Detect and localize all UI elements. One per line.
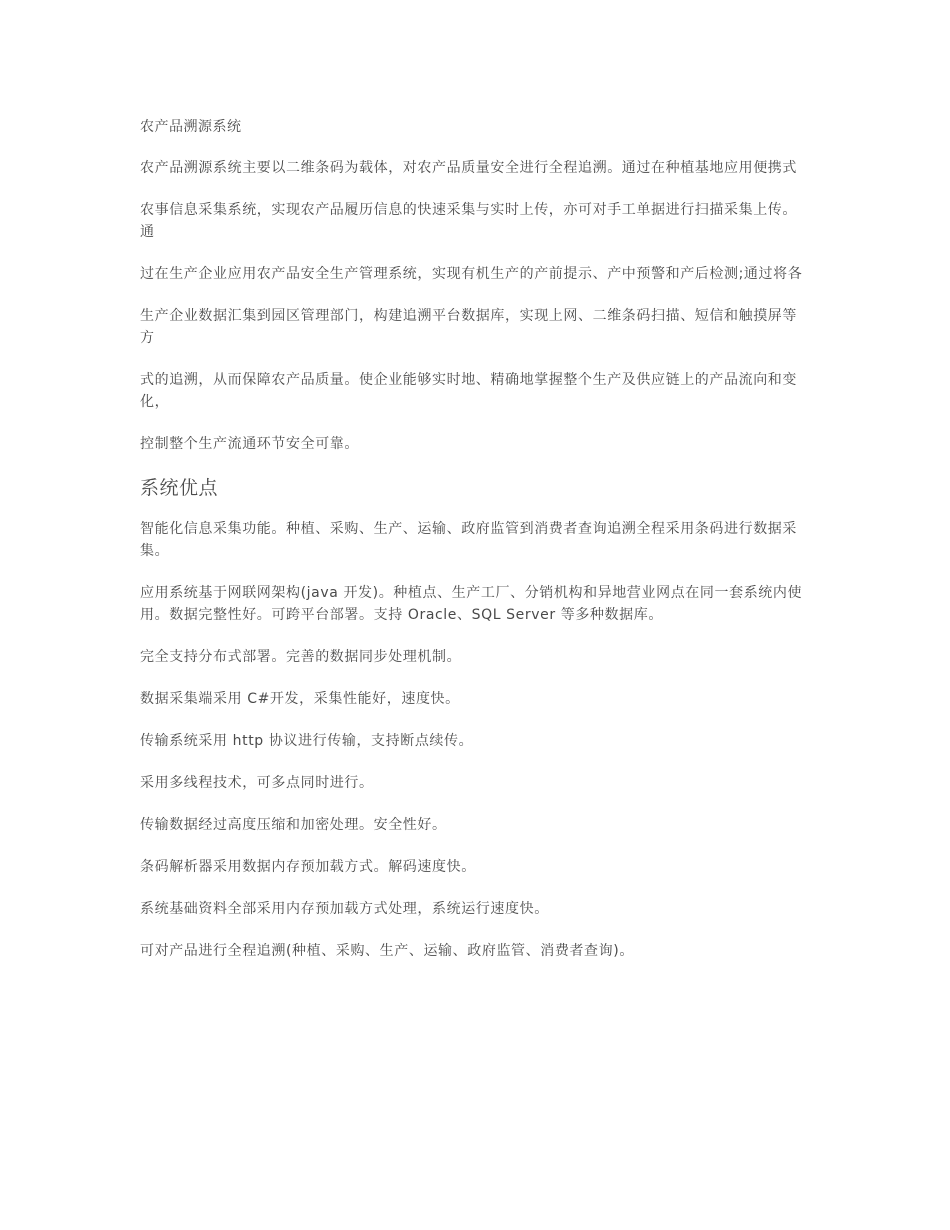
- intro-paragraph: 生产企业数据汇集到园区管理部门，构建追溯平台数据库，实现上网、二维条码扫描、短信和触摸屏等方: [140, 308, 797, 346]
- intro-paragraph: 式的追溯，从而保障农产品质量。使企业能够实时地、精确地掌握整个生产及供应链上的产品流向和变化，: [140, 372, 797, 410]
- advantage-item: 条码解析器采用数据内存预加载方式。解码速度快。: [140, 859, 476, 875]
- intro-paragraph: 控制整个生产流通环节安全可靠。: [140, 436, 359, 452]
- intro-paragraph: 过在生产企业应用农产品安全生产管理系统，实现有机生产的产前提示、产中预警和产后检测;通过将各: [140, 266, 803, 282]
- advantage-item: 数据采集端采用 C#开发，采集性能好，速度快。: [140, 691, 460, 707]
- advantage-item: 采用多线程技术，可多点同时进行。: [140, 775, 374, 791]
- section-heading-advantages: 系统优点: [140, 477, 219, 499]
- advantage-item: 系统基础资料全部采用内存预加载方式处理，系统运行速度快。: [140, 901, 549, 917]
- advantage-item: 应用系统基于网联网架构(java 开发)。种植点、生产工厂、分销机构和异地营业网点在同一套系统内使用。数据完整性好。可跨平台部署。支持 Oracle、SQL Server 等多种数据库。: [140, 585, 803, 623]
- document-page: [140, 116, 808, 982]
- advantages-list: [140, 518, 808, 962]
- document-title: 农产品溯源系统: [140, 119, 242, 135]
- advantage-item: 传输系统采用 http 协议进行传输，支持断点续传。: [140, 733, 474, 749]
- advantage-item: 智能化信息采集功能。种植、采购、生产、运输、政府监管到消费者查询追溯全程采用条码进行数据采集。: [140, 521, 797, 559]
- intro-paragraph: 农事信息采集系统，实现农产品履历信息的快速采集与实时上传，亦可对手工单据进行扫描采集上传。通: [140, 202, 797, 240]
- intro-section: [140, 157, 808, 455]
- advantage-item: 可对产品进行全程追溯(种植、采购、生产、运输、政府监管、消费者查询)。: [140, 943, 634, 959]
- advantage-item: 完全支持分布式部署。完善的数据同步处理机制。: [140, 649, 462, 665]
- advantage-item: 传输数据经过高度压缩和加密处理。安全性好。: [140, 817, 447, 833]
- intro-paragraph: 农产品溯源系统主要以二维条码为载体，对农产品质量安全进行全程追溯。通过在种植基地应用便携式: [140, 160, 797, 176]
